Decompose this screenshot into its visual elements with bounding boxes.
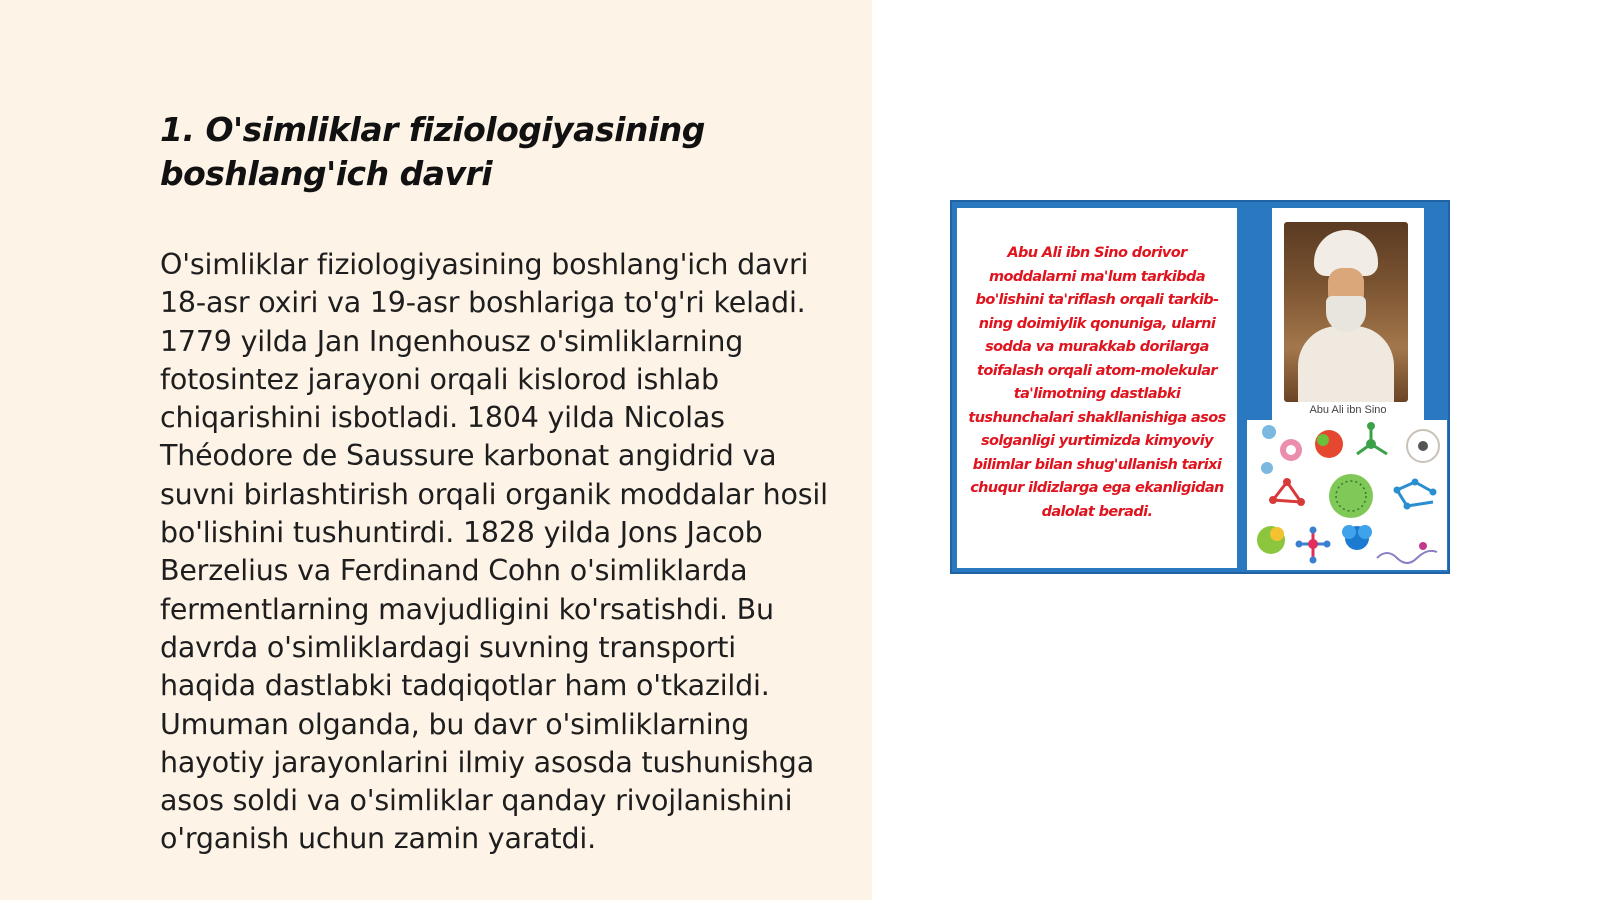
slide-heading: 1. O'simliklar fiziologiyasining boshlang'ich davri [160,110,705,193]
ibn-sino-portrait [1284,222,1408,402]
portrait-card [1272,208,1424,420]
slide-body-text: O'simliklar fiziologiyasining boshlang'ich davri 18-asr oxiri va 19-asr boshlariga to'g'ri keladi. 1779 yilda Jan Ingenhousz o'simliklarning fotosintez jarayoni orqali kislorod ishlab chiqarishini isbotladi. 1804 yilda Nicolas Théodore de Saussure karbonat angidrid va suvni birlashtirish orqali organik moddalar hosil bo'lishini tushuntirdi. 1828 yilda Jons Jacob Berzelius va Ferdinand Cohn o'simliklarda fermentlarning mavjudligini ko'rsatishdi. Bu davrda o'simliklardagi suvning transporti haqida dastlabki tadqiqotlar ham o'tkazildi. Umuman olganda, bu davr o'simliklarning hayotiy jarayonlarini ilmiy asosda tushunishga asos soldi va o'simliklar qanday rivojlanishini o'rganish uchun zamin yaratdi. [160,248,828,856]
molecule-models-image [1247,420,1447,570]
caption-text: Abu Ali ibn Sino dorivor moddalarni ma'lum tarkibda bo'lishini ta'riflash orqali tarkib-ning doimiylik qonuniga, ularni sodda va murakkab dorilarga toifalash orqali atom-molekular ta'limotning dastlabki tushunchalari shakllanishiga asos solganligi yurtimizda kimyoviy bilimlar bilan shug'ullanish tarixi chuqur ildizlarga ega ekanligidan dalolat beradi. [968,245,1226,520]
portrait-label: Abu Ali ibn Sino [1309,404,1387,416]
caption-card [957,208,1237,568]
ibn-sino-illustration [950,200,1450,574]
